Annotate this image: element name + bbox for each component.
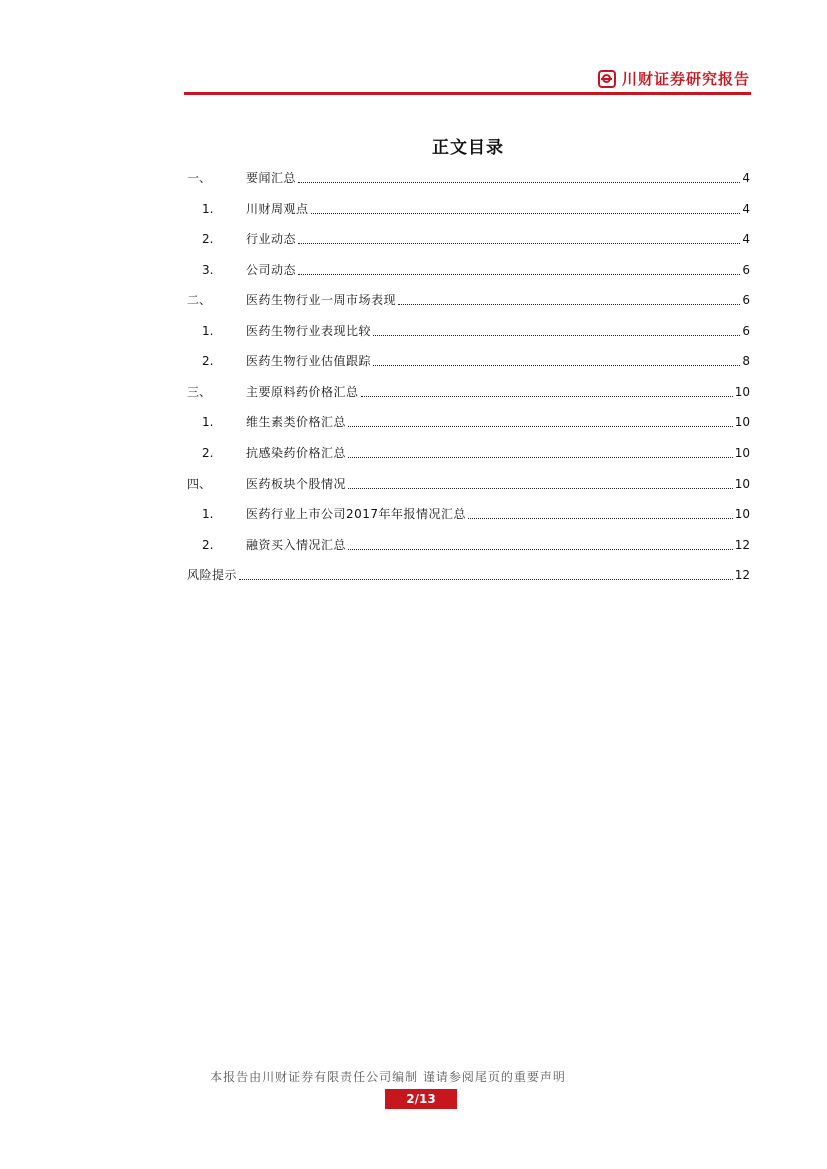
- toc-dot-leader: [398, 304, 740, 305]
- toc-entry[interactable]: [187, 321, 750, 339]
- toc-dot-leader: [311, 213, 741, 214]
- toc-entry[interactable]: [187, 229, 750, 247]
- toc-entry-number: 2.: [202, 446, 214, 460]
- toc-entry-number: 3.: [202, 263, 214, 277]
- toc-entry[interactable]: [187, 504, 750, 522]
- toc-entry-label: 抗感染药价格汇总: [246, 446, 347, 460]
- toc-entry-number: 三、: [187, 385, 212, 399]
- toc-entry-page: 6: [742, 324, 750, 338]
- toc-dot-leader: [468, 518, 733, 519]
- toc-entry-page: 8: [742, 354, 750, 368]
- toc-entry-number: 二、: [187, 293, 212, 307]
- toc-entry-number: 四、: [187, 477, 212, 491]
- toc-entry-page: 12: [734, 568, 750, 582]
- toc-entry-page: 6: [742, 293, 750, 307]
- toc-entry-number: 2.: [202, 232, 214, 246]
- toc-entry[interactable]: [187, 412, 750, 430]
- brand-title: 川财证券研究报告: [621, 70, 750, 88]
- toc-entry-page: 10: [734, 446, 750, 460]
- toc-entry-label: 医药生物行业表现比较: [246, 324, 372, 338]
- toc-title: 正文目录: [432, 138, 504, 158]
- toc-dot-leader: [298, 182, 740, 183]
- toc-dot-leader: [298, 243, 740, 244]
- toc-entry[interactable]: [187, 443, 750, 461]
- toc-dot-leader: [348, 426, 733, 427]
- footer-disclaimer: 本报告由川财证券有限责任公司编制 谨请参阅尾页的重要声明: [210, 1070, 566, 1084]
- brand: [598, 68, 750, 89]
- toc-dot-leader: [348, 549, 733, 550]
- toc-entry-label: 风险提示: [187, 568, 238, 582]
- toc-entry-label: 医药生物行业一周市场表现: [246, 293, 397, 307]
- toc-entry-number: 1.: [202, 507, 214, 521]
- toc-entry[interactable]: [187, 351, 750, 369]
- toc-entry-number: 2.: [202, 354, 214, 368]
- toc-entry-page: 12: [734, 538, 750, 552]
- toc-entry-label: 川财周观点: [246, 202, 309, 216]
- header-divider: [184, 92, 751, 95]
- toc-entry-page: 6: [742, 263, 750, 277]
- toc-dot-leader: [348, 488, 733, 489]
- toc-entry-number: 一、: [187, 171, 212, 185]
- toc-entry-label: 维生素类价格汇总: [246, 415, 347, 429]
- toc-entry[interactable]: [187, 290, 750, 308]
- toc-entry-page: 4: [742, 202, 750, 216]
- report-header: [184, 68, 750, 94]
- toc-entry[interactable]: [187, 565, 750, 583]
- page-number-badge: 2/13: [385, 1089, 457, 1109]
- toc-dot-leader: [298, 274, 740, 275]
- toc-dot-leader: [361, 396, 733, 397]
- toc-entry-page: 10: [734, 507, 750, 521]
- toc-entry[interactable]: [187, 474, 750, 492]
- toc-entry-page: 10: [734, 477, 750, 491]
- toc-entry-label: 行业动态: [246, 232, 297, 246]
- toc-dot-leader: [373, 335, 740, 336]
- toc-entry-number: 1.: [202, 324, 214, 338]
- toc-entry-number: 1.: [202, 415, 214, 429]
- toc-entry-label: 融资买入情况汇总: [246, 538, 347, 552]
- toc-dot-leader: [348, 457, 733, 458]
- toc-entry-label: 医药行业上市公司2017年年报情况汇总: [246, 507, 467, 521]
- toc-entry-number: 1.: [202, 202, 214, 216]
- toc-entry[interactable]: [187, 535, 750, 553]
- toc-entry-label: 要闻汇总: [246, 171, 297, 185]
- toc-entry-page: 4: [742, 232, 750, 246]
- toc-entry[interactable]: [187, 199, 750, 217]
- toc-entry-page: 10: [734, 415, 750, 429]
- toc-entry-label: 医药生物行业估值跟踪: [246, 354, 372, 368]
- toc-entry-label: 公司动态: [246, 263, 297, 277]
- toc-entry[interactable]: [187, 260, 750, 278]
- toc-entry-label: 主要原料药价格汇总: [246, 385, 359, 399]
- toc-entry-page: 4: [742, 171, 750, 185]
- toc-entry[interactable]: [187, 382, 750, 400]
- chuancai-logo-icon: [598, 70, 616, 88]
- toc-entry-label: 医药板块个股情况: [246, 477, 347, 491]
- toc-entry[interactable]: [187, 168, 750, 186]
- toc-dot-leader: [373, 365, 740, 366]
- toc-dot-leader: [239, 579, 733, 580]
- toc-entry-page: 10: [734, 385, 750, 399]
- toc-entry-number: 2.: [202, 538, 214, 552]
